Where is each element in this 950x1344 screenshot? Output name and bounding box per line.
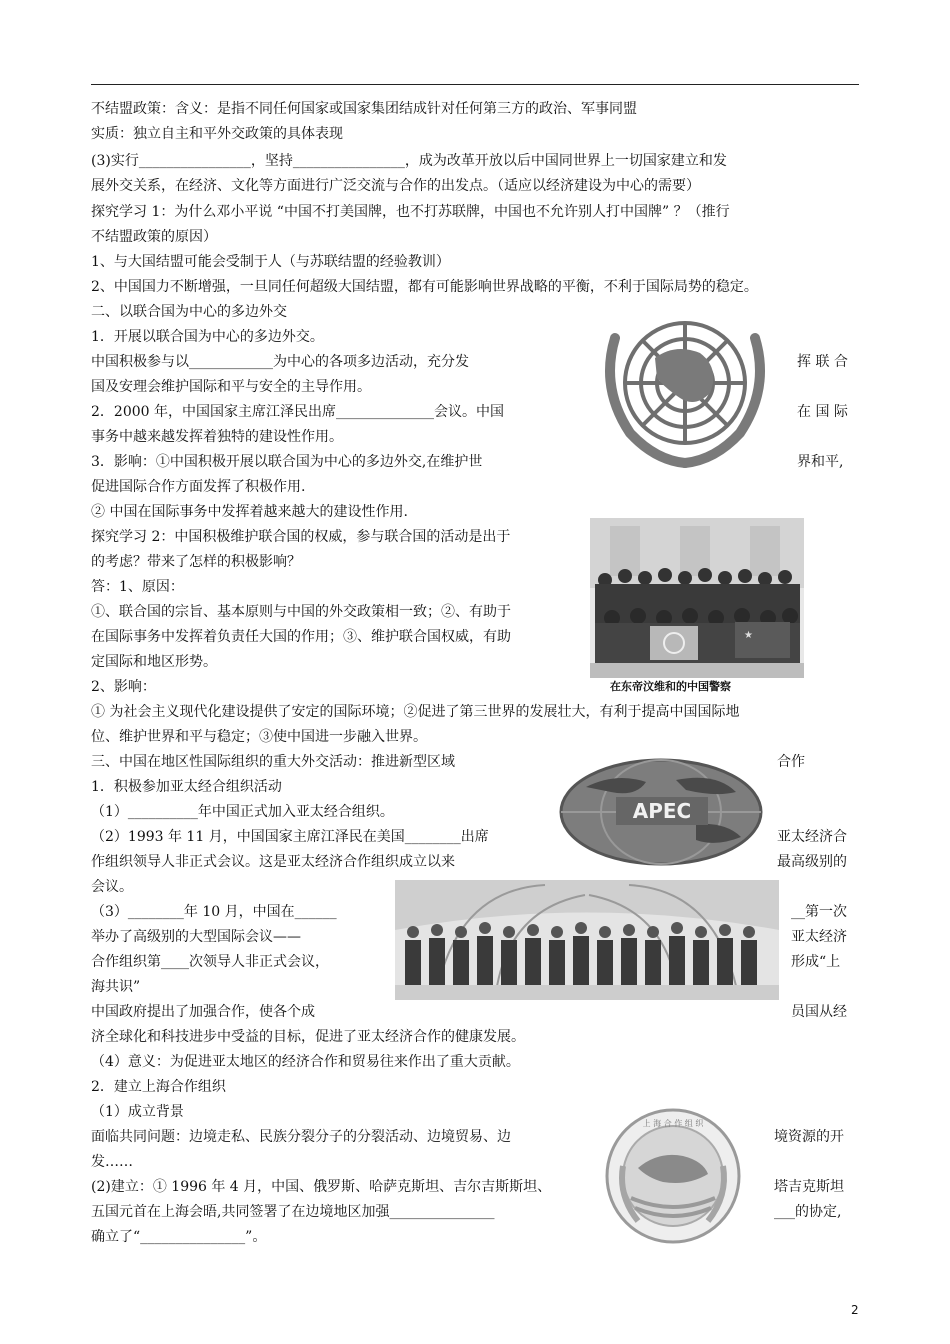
un-emblem-image: [585, 298, 785, 478]
text-line-right: 亚太经济: [791, 929, 847, 945]
text-line-right: 员国从经: [791, 1004, 847, 1020]
text-line: 答：1、原因：: [91, 579, 184, 595]
text-line: 的考虑？带来了怎样的积极影响？: [91, 554, 301, 570]
text-line: 定国际和地区形势。: [91, 654, 217, 670]
text-line: 举办了高级别的大型国际会议——: [91, 929, 301, 945]
text-line: 2．建立上海合作组织: [91, 1079, 226, 1095]
apec-summit-photo: [395, 880, 779, 1000]
text-line: 确立了“_______________”。: [91, 1229, 267, 1245]
text-line-right: 形成“上: [791, 954, 841, 970]
text-line: 展外交关系，在经济、文化等方面进行广泛交流与合作的出发点。（适应以经济建设为中心的需要）: [91, 178, 700, 194]
text-line: (3)实行________________，坚持________________，成为改革开放以后中国同世界上一切国家建立和发: [91, 153, 727, 169]
text-line-right: 合作: [777, 754, 805, 770]
text-line: 国及安理会维护国际和平与安全的主导作用。: [91, 379, 371, 395]
text-line: 不结盟政策：含义：是指不同任何国家或国家集团结成针对任何第三方的政治、军事同盟: [91, 101, 637, 117]
text-line: 促进国际合作方面发挥了积极作用.: [91, 479, 306, 495]
text-line: 2．2000 年，中国国家主席江泽民出席______________会议。中国: [91, 404, 504, 420]
text-line: 中国政府提出了加强合作，使各个成: [91, 1004, 315, 1020]
text-line: 实质：独立自主和平外交政策的具体表现: [91, 126, 343, 142]
text-line: 1．积极参加亚太经合组织活动: [91, 779, 282, 795]
text-line: 作组织领导人非正式会议。这是亚太经济合作组织成立以来: [91, 854, 455, 870]
text-line: 在国际事务中发挥着负责任大国的作用；③、维护联合国权威，有助: [91, 629, 511, 645]
text-line: 中国积极参与以____________为中心的各项多边活动，充分发: [91, 354, 469, 370]
text-line: 发……: [91, 1154, 133, 1170]
section-heading: 三、中国在地区性国际组织的重大外交活动：推进新型区域: [91, 754, 455, 770]
text-line: 合作组织第____次领导人非正式会议，: [91, 954, 329, 970]
text-line-right: 亚太经济合: [777, 829, 847, 845]
text-line-right: 在 国 际: [797, 404, 848, 420]
text-line-right: 塔吉克斯坦: [774, 1179, 844, 1195]
text-line-right: ___的协定,: [774, 1204, 842, 1220]
section-heading: 二、以联合国为中心的多边外交: [91, 304, 287, 320]
text-line: 不结盟政策的原因）: [91, 229, 217, 245]
text-line: 2、中国国力不断增强，一旦同任何超级大国结盟，都有可能影响世界战略的平衡，不利于国际局势的稳定。: [91, 279, 758, 295]
text-line: 1、与大国结盟可能会受制于人（与苏联结盟的经验教训）: [91, 254, 450, 270]
text-line: 2、影响：: [91, 679, 156, 695]
page-number: 2: [851, 1303, 859, 1317]
text-line: （1）__________年中国正式加入亚太经合组织。: [91, 804, 394, 820]
text-line: （2）1993 年 11 月，中国国家主席江泽民在美国________出席: [91, 829, 489, 845]
text-line: （3）________年 10 月，中国在______: [91, 904, 337, 920]
text-line: 海共识”: [91, 979, 141, 995]
text-line: 事务中越来越发挥着独特的建设性作用。: [91, 429, 343, 445]
text-line: ①、联合国的宗旨、基本原则与中国的外交政策相一致；②、有助于: [91, 604, 511, 620]
text-line: 3．影响：①中国积极开展以联合国为中心的多边外交,在维护世: [91, 454, 483, 470]
text-line-right: 挥 联 合: [797, 354, 848, 370]
text-line: 济全球化和科技进步中受益的目标，促进了亚太经济合作的健康发展。: [91, 1029, 525, 1045]
header-rule: [91, 84, 859, 85]
text-line: 探究学习 2：中国积极维护联合国的权威，参与联合国的活动是出于: [91, 529, 511, 545]
text-line: 五国元首在上海会晤,共同签署了在边境地区加强_______________: [91, 1204, 495, 1220]
sco-logo-text: 上 海 合 作 组 织: [642, 1119, 704, 1128]
text-line-right: 境资源的开: [774, 1129, 844, 1145]
text-line: ② 中国在国际事务中发挥着越来越大的建设性作用.: [91, 504, 408, 520]
photo-caption: 在东帝汶维和的中国警察: [610, 680, 731, 693]
svg-text:★: ★: [744, 630, 753, 641]
text-line-right: 最高级别的: [777, 854, 847, 870]
text-line-right: __第一次: [791, 904, 847, 920]
text-line: （4）意义：为促进亚太地区的经济合作和贸易往来作出了重大贡献。: [91, 1054, 520, 1070]
peacekeeper-photo: [590, 518, 804, 678]
apec-logo-image: [556, 752, 766, 872]
text-line: 面临共同问题：边境走私、民族分裂分子的分裂活动、边境贸易、边: [91, 1129, 511, 1145]
text-line: 位、维护世界和平与稳定；③使中国进一步融入世界。: [91, 729, 427, 745]
text-line: (2)建立：① 1996 年 4 月，中国、俄罗斯、哈萨克斯坦、吉尔吉斯斯坦、: [91, 1179, 552, 1195]
text-line-right: 界和平,: [797, 454, 844, 470]
sco-logo-image: [603, 1106, 743, 1246]
text-line: ① 为社会主义现代化建设提供了安定的国际环境；②促进了第三世界的发展壮大，有利于提高中国国际地: [91, 704, 740, 720]
text-line: 1．开展以联合国为中心的多边外交。: [91, 329, 324, 345]
apec-logo-text: APEC: [632, 799, 692, 823]
text-line: 探究学习 1：为什么邓小平说 “中国不打美国牌，也不打苏联牌，中国也不允许别人打中国牌” ？（推行: [91, 204, 730, 220]
text-line: （1）成立背景: [91, 1104, 184, 1120]
text-line: 会议。: [91, 879, 133, 895]
